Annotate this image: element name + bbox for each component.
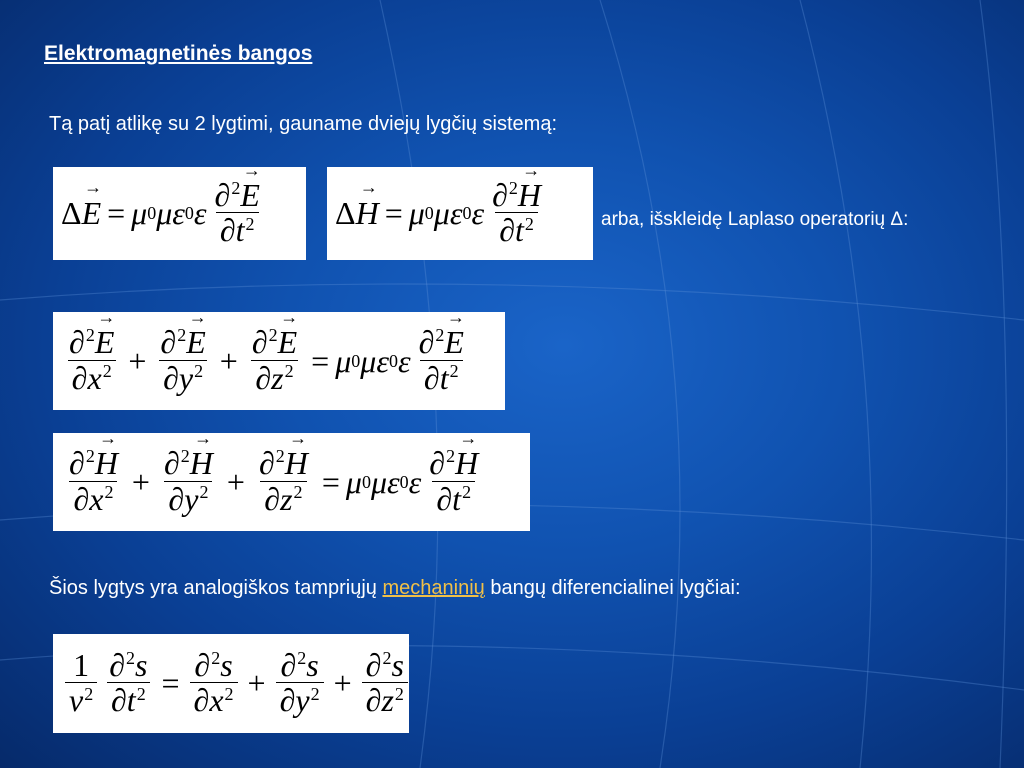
intro-text: Tą patį atlikę su 2 lygtimi, gauname dviejų lygčių sistemą:: [49, 113, 558, 135]
analogy-text: [49, 577, 741, 600]
analogy-text-before: Šios lygtys yra analogiškos tampriųjų: [49, 577, 383, 599]
mechanical-waves-link[interactable]: mechaninių: [382, 577, 485, 599]
equation-laplace-h: Δ → H = μ 0 με 0 ε $\frac{\partial^2\to H}{\partial t^2}$: [327, 167, 593, 260]
slide-title: Elektromagnetinės bangos: [44, 42, 313, 65]
equation-expanded-e: $\frac{\partial^2\to E}{\partial x^2}$ + $\frac{\partial^2\to E}{\partial y^2}$ + $\frac{\partial^2\to E}{\partial z^2}$ = μ 0 με 0 ε $\frac{\partial^2\to E}{\partial t^2}$: [53, 312, 505, 410]
laplace-expansion-text: arba, išskleidę Laplaso operatorių Δ:: [601, 209, 909, 230]
analogy-text-after: bangų diferencialinei lygčiai:: [484, 577, 741, 599]
equation-laplace-e: Δ → E = μ 0 με 0 ε $\frac{\partial^2\to E}{\partial t^2}$: [53, 167, 306, 260]
equation-mechanical-wave: $\frac{1}{v^2}$ $\frac{\partial^2s}{\partial t^2}$ = $\frac{\partial^2s}{\partial x^2}$ + $\frac{\partial^2s}{\partial y^2}$ + $\frac{\partial^2s}{\partial z^2}$: [53, 634, 409, 733]
equation-expanded-h: $\frac{\partial^2\to H}{\partial x^2}$ + $\frac{\partial^2\to H}{\partial y^2}$ + $\frac{\partial^2\to H}{\partial z^2}$ = μ 0 με 0 ε $\frac{\partial^2\to H}{\partial t^2}$: [53, 433, 530, 531]
